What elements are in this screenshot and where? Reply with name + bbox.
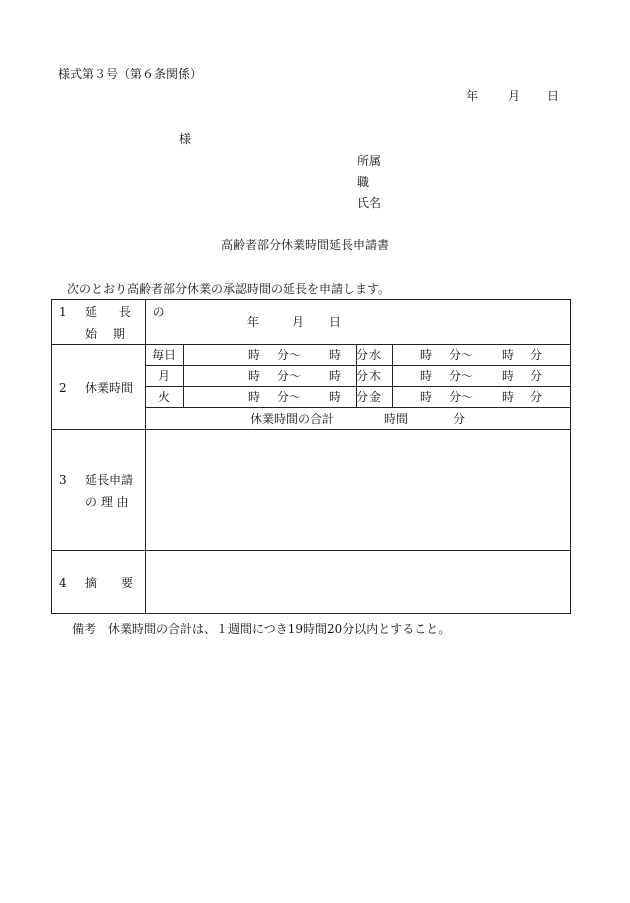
day-label: 水 xyxy=(369,348,382,362)
row2-number: 2 xyxy=(59,381,67,395)
to-hour: 時 xyxy=(502,348,515,362)
from-minute: 分～ xyxy=(449,390,474,404)
form-number: 様式第３号（第６条関係） xyxy=(58,67,203,81)
row-start-date xyxy=(52,300,571,345)
to-hour: 時 xyxy=(329,369,342,383)
row-reason xyxy=(52,430,571,551)
reason-value-cell[interactable] xyxy=(146,430,571,551)
start-date-month: 月 xyxy=(292,315,305,329)
row-hours-1 xyxy=(52,345,571,366)
application-form-table xyxy=(51,299,571,614)
time-monday[interactable] xyxy=(184,366,369,387)
day-everyday xyxy=(146,345,184,366)
row1-label-a: 延 長 の xyxy=(85,305,174,319)
from-hour: 時 xyxy=(248,390,261,404)
time-tuesday[interactable] xyxy=(184,387,369,408)
from-minute: 分～ xyxy=(277,369,302,383)
time-wednesday[interactable] xyxy=(393,345,571,366)
from-minute: 分～ xyxy=(277,390,302,404)
start-date-value-cell[interactable] xyxy=(146,300,571,345)
to-minute: 分 xyxy=(530,390,543,404)
date-year-label: 年 xyxy=(466,89,479,103)
row3-label-a: 延長申請 xyxy=(85,473,134,487)
to-hour: 時 xyxy=(329,348,342,362)
start-date-year: 年 xyxy=(247,315,260,329)
document-title: 高齢者部分休業時間延長申請書 xyxy=(221,238,390,252)
from-hour: 時 xyxy=(420,390,433,404)
time-friday[interactable] xyxy=(393,387,571,408)
row1-label-cell xyxy=(52,300,174,345)
note-text: 備考 休業時間の合計は、１週間につき19時間20分以内とすること。 xyxy=(72,622,451,636)
name-label: 氏名 xyxy=(357,196,382,210)
from-hour: 時 xyxy=(248,348,261,362)
day-monday xyxy=(146,366,184,387)
total-hours-unit: 時間 xyxy=(384,412,409,426)
day-friday xyxy=(357,387,393,408)
to-minute: 分 xyxy=(356,390,369,404)
day-label: 月 xyxy=(158,369,171,383)
row3-label-cell xyxy=(52,430,146,551)
row4-number: 4 xyxy=(59,576,67,590)
row1-label-b: 始 期 xyxy=(85,327,125,341)
start-date-day: 日 xyxy=(329,315,342,329)
to-minute: 分 xyxy=(530,348,543,362)
to-minute: 分 xyxy=(356,348,369,362)
date-day-label: 日 xyxy=(547,89,560,103)
affiliation-label: 所属 xyxy=(357,154,382,168)
row3-number: 3 xyxy=(59,473,67,487)
to-hour: 時 xyxy=(502,390,515,404)
day-label: 毎日 xyxy=(152,348,177,362)
row2-label-cell xyxy=(52,345,146,430)
total-minutes-unit: 分 xyxy=(453,412,466,426)
summary-value-cell[interactable] xyxy=(146,551,571,614)
from-hour: 時 xyxy=(420,348,433,362)
total-hours-cell[interactable] xyxy=(146,408,571,430)
from-hour: 時 xyxy=(248,369,261,383)
position-label: 職 xyxy=(357,175,370,189)
day-tuesday xyxy=(146,387,184,408)
day-label: 金 xyxy=(369,390,382,404)
to-minute: 分 xyxy=(530,369,543,383)
row1-number: 1 xyxy=(59,305,67,319)
day-thursday xyxy=(357,366,393,387)
addressee-suffix: 様 xyxy=(179,132,192,146)
to-hour: 時 xyxy=(329,390,342,404)
day-label: 木 xyxy=(369,369,382,383)
from-hour: 時 xyxy=(420,369,433,383)
to-minute: 分 xyxy=(356,369,369,383)
from-minute: 分～ xyxy=(449,348,474,362)
total-label: 休業時間の合計 xyxy=(250,412,335,426)
day-label: 火 xyxy=(158,390,171,404)
day-wednesday xyxy=(357,345,393,366)
to-hour: 時 xyxy=(502,369,515,383)
time-everyday[interactable] xyxy=(184,345,369,366)
row4-label-cell xyxy=(52,551,146,614)
row2-label: 休業時間 xyxy=(85,381,134,395)
intro-text: 次のとおり高齢者部分休業の承認時間の延長を申請します。 xyxy=(67,282,391,296)
row-summary xyxy=(52,551,571,614)
from-minute: 分～ xyxy=(277,348,302,362)
row3-label-b: の 理 由 xyxy=(85,495,129,509)
date-month-label: 月 xyxy=(508,89,521,103)
row4-label: 摘 要 xyxy=(85,576,134,590)
time-thursday[interactable] xyxy=(393,366,571,387)
from-minute: 分～ xyxy=(449,369,474,383)
